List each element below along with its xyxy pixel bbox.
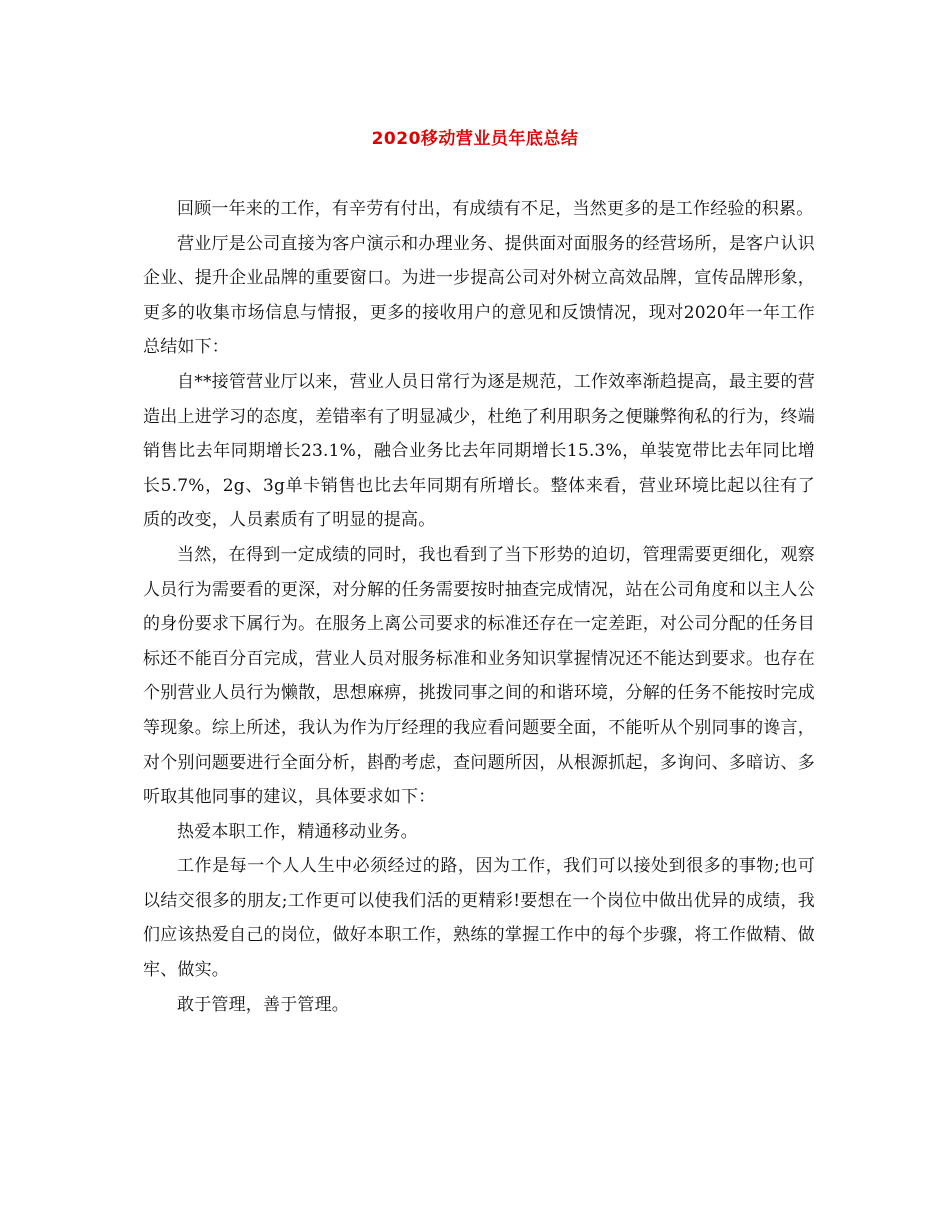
paragraph-results: 自**接管营业厅以来，营业人员日常行为逐是规范，工作效率渐趋提高，最主要的营造出上进学习的态度，差错率有了明显减少，杜绝了利用职务之便賺弊徇私的行为，终端销售比去年同期增长23.1%，融合业务比去年同期增长15.3%，单装宽带比去年同比增长5.7%，2g、3g单卡销售也比去年同期有所增长。整体来看，营业环境比起以往有了质的改变，人员素质有了明显的提高。 [143,371,815,531]
document-title: 2020移动营业员年底总结 [371,129,579,149]
paragraph-business-hall: 营业厅是公司直接为客户演示和办理业务、提供面对面服务的经营场所，是客户认识企业、提升企业品牌的重要窗口。为进一步提高公司对外树立高效品牌，宣传品牌形象，更多的收集市场信息与情报，更多的接收用户的意见和反馈情况，现对2020年一年工作总结如下： [143,233,815,358]
paragraph-work-meaning: 工作是每一个人人生中必须经过的路，因为工作，我们可以接处到很多的事物;也可以结交很多的朋友;工作更可以使我们活的更精彩!要想在一个岗位中做出优异的成绩，我们应该热爱自己的岗位，做好本职工作，熟练的掌握工作中的每个步骤，将工作做精、做牢、做实。 [143,856,815,981]
paragraph-shortcomings: 当然，在得到一定成绩的同时，我也看到了当下形势的迫切，管理需要更细化，观察人员行为需要看的更深，对分解的任务需要按时抽查完成情况，站在公司角度和以主人公的身份要求下属行为。在服务上离公司要求的标准还存在一定差距，对公司分配的任务目标还不能百分百完成，营业人员对服务标准和业务知识掌握情况还不能达到要求。也存在个别营业人员行为懒散，思想麻痹，挑拨同事之间的和谐环境，分解的任务不能按时完成等现象。综上所述，我认为作为厅经理的我应看问题要全面，不能听从个别同事的谗言，对个别问题要进行全面分析，斟酌考虑，查问题所因，从根源抓起，多询问、多暗访、多听取其他同事的建议，具体要求如下： [143,544,815,808]
paragraph-love-work: 热爱本职工作，精通移动业务。 [177,821,418,842]
paragraph-management: 敢于管理，善于管理。 [177,994,349,1015]
document-body [143,192,815,1022]
paragraph-review: 回顾一年来的工作，有辛劳有付出，有成绩有不足，当然更多的是工作经验的积累。 [177,199,814,219]
